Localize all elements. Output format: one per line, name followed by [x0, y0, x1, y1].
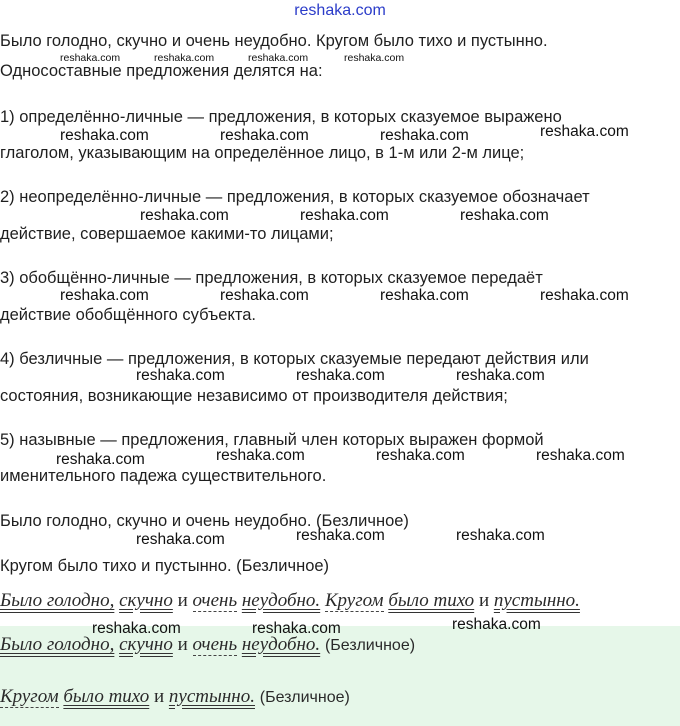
answer-1: Было голодно, скучно и очень неудобно. (Безличное) [0, 512, 409, 530]
item-3-line-2: действие обобщённого субъекта. [0, 306, 257, 324]
answer-2: Кругом было тихо и пустынно. (Безличное) [0, 557, 330, 575]
item-1-line-2: глаголом, указывающим на определённое лицо, в 1-м или 2-м лице; [0, 144, 525, 162]
watermark: reshaka.com [60, 52, 121, 64]
site-header-link[interactable]: reshaka.com [294, 2, 386, 19]
parse-predicate: было тихо [388, 590, 475, 611]
parse-adverbial: очень [192, 634, 238, 655]
watermark: reshaka.com [136, 531, 225, 548]
parse-line-green-2 [0, 686, 350, 708]
item-5-line-2: именительного падежа существительного. [0, 467, 327, 485]
item-2-line-2: действие, совершаемое какими-то лицами; [0, 225, 334, 243]
watermark: reshaka.com [536, 447, 625, 464]
parse-predicate: скучно [119, 590, 173, 611]
watermark: reshaka.com [460, 207, 549, 224]
item-4-line-2: состояния, возникающие независимо от производителя действия; [0, 387, 508, 405]
parse-predicate: неудобно. [241, 634, 321, 655]
parse-conjunction: и [478, 590, 490, 611]
watermark: reshaka.com [220, 287, 309, 304]
watermark: reshaka.com [296, 527, 385, 544]
parse-predicate: скучно [119, 634, 173, 655]
types-heading: Односоставные предложения делятся на: [0, 62, 323, 80]
watermark: reshaka.com [154, 52, 215, 64]
parse-predicate: было тихо [63, 686, 150, 707]
parse-conjunction: и [154, 686, 165, 707]
watermark: reshaka.com [380, 287, 469, 304]
sentence-type-note: (Безличное) [259, 689, 350, 706]
watermark: reshaka.com [136, 367, 225, 384]
item-2-line-1: 2) неопределённо-личные — предложения, в которых сказуемое обозначает [0, 188, 590, 206]
parse-predicate: пустынно. [168, 686, 255, 707]
watermark: reshaka.com [344, 52, 405, 64]
item-1-line-1: 1) определённо-личные — предложения, в которых сказуемое выражено [0, 108, 562, 126]
item-5-line-1: 5) назывные — предложения, главный член которых выражен формой [0, 431, 544, 449]
watermark: reshaka.com [300, 207, 389, 224]
parse-adverbial: очень [192, 590, 238, 611]
parse-predicate: Было голодно, [0, 590, 115, 611]
watermark: reshaka.com [380, 127, 469, 144]
watermark: reshaka.com [248, 52, 309, 64]
watermark: reshaka.com [216, 447, 305, 464]
parse-predicate: неудобно. [241, 590, 321, 611]
sentence-type-note: (Безличное) [324, 637, 416, 654]
item-4-line-1: 4) безличные — предложения, в которых сказуемые передают действия или [0, 350, 589, 368]
watermark: reshaka.com [220, 127, 309, 144]
parse-line-green-1 [0, 634, 415, 656]
watermark: reshaka.com [252, 620, 341, 637]
watermark: reshaka.com [60, 127, 149, 144]
watermark: reshaka.com [296, 367, 385, 384]
watermark: reshaka.com [56, 451, 145, 468]
watermark: reshaka.com [140, 207, 229, 224]
intro-sentence: Было голодно, скучно и очень неудобно. Кругом было тихо и пустынно. [0, 32, 548, 50]
parse-conjunction: и [177, 590, 188, 611]
watermark: reshaka.com [540, 123, 629, 140]
item-3-line-1: 3) обобщённо-личные — предложения, в которых сказуемое передаёт [0, 269, 543, 287]
parse-adverbial: Кругом [324, 590, 384, 611]
watermark: reshaka.com [60, 287, 149, 304]
parse-line-top [0, 590, 580, 612]
parse-adverbial: Кругом [0, 686, 59, 707]
watermark: reshaka.com [456, 367, 545, 384]
watermark: reshaka.com [452, 616, 541, 633]
watermark: reshaka.com [540, 287, 629, 304]
watermark: reshaka.com [376, 447, 465, 464]
parse-conjunction: и [177, 634, 188, 655]
parse-predicate: пустынно. [493, 590, 580, 611]
watermark: reshaka.com [92, 620, 181, 637]
parse-predicate: Было голодно, [0, 634, 115, 655]
watermark: reshaka.com [456, 527, 545, 544]
